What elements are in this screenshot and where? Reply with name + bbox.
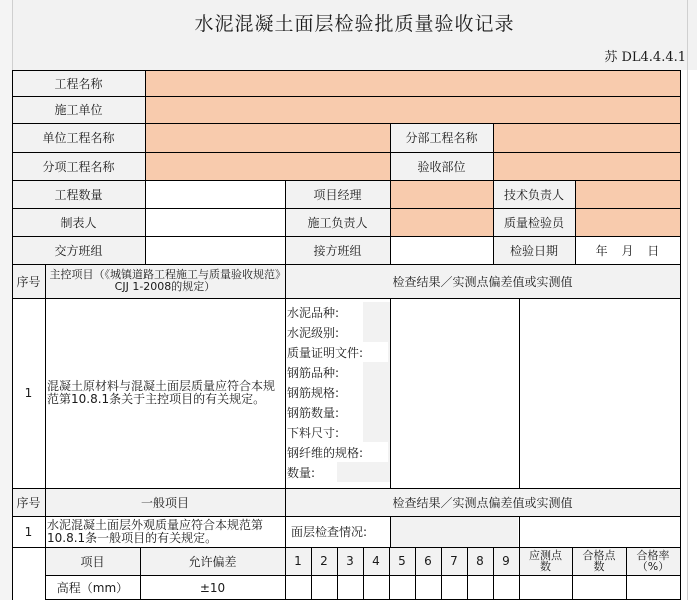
check-field-value[interactable]: [363, 422, 390, 442]
measure-point-header: 6: [415, 547, 441, 575]
general-description: 水泥混凝土面层外观质量应符合本规范第10.8.1条一般项目的有关规定。: [47, 517, 264, 545]
check-field-value[interactable]: [363, 362, 390, 382]
measure-qualified-header: 合格点数: [572, 547, 626, 575]
check-field-label: 水泥品种:: [287, 305, 340, 320]
field-technical-lead[interactable]: [575, 180, 680, 208]
measure-point-header: 9: [493, 547, 519, 575]
field-quantity[interactable]: [145, 180, 285, 208]
check-field-value[interactable]: [388, 442, 390, 462]
check-field-label: 数量:: [287, 465, 316, 480]
field-construction-unit[interactable]: [145, 96, 680, 123]
measure-point-header: 1: [285, 547, 311, 575]
general-result-header: 检查结果／实测点偏差值或实测值: [285, 488, 680, 516]
label-handover-team: 交方班组: [12, 236, 145, 264]
field-project-manager[interactable]: [390, 180, 493, 208]
measure-tolerance-header: 允许偏差: [140, 547, 285, 575]
label-quantity: 工程数量: [12, 180, 145, 208]
measure-point-value[interactable]: [285, 575, 311, 600]
check-field-label: 下料尺寸:: [287, 425, 340, 440]
check-field-label: 钢筋规格:: [287, 385, 340, 400]
check-field-label: 水泥级别:: [287, 325, 340, 340]
measure-item-header: 项目: [45, 547, 140, 575]
field-quality-inspector[interactable]: [575, 208, 680, 236]
check-field-value[interactable]: [363, 402, 390, 422]
measure-point-value[interactable]: [389, 575, 415, 600]
label-technical-lead: 技术负责人: [493, 180, 575, 208]
field-acceptance-part[interactable]: [493, 152, 680, 180]
measure-point-header: 3: [337, 547, 363, 575]
main-seq: 1: [24, 386, 33, 400]
field-project-name[interactable]: [145, 70, 680, 96]
field-subitem-project-name[interactable]: [145, 152, 390, 180]
measure-passrate-header: 合格率（%）: [626, 547, 680, 575]
label-construction-unit: 施工单位: [12, 96, 145, 123]
label-subitem-project-name: 分项工程名称: [12, 152, 145, 180]
label-division-project-name: 分部工程名称: [390, 123, 493, 152]
measure-point-value[interactable]: [467, 575, 493, 600]
surface-check-field[interactable]: [390, 516, 518, 547]
field-preparer[interactable]: [145, 208, 285, 236]
general-item-header: 一般项目: [45, 488, 285, 516]
measure-point-header: 2: [311, 547, 337, 575]
field-division-project-name[interactable]: [493, 123, 680, 152]
label-takeover-team: 接方班组: [285, 236, 390, 264]
measure-point-header: 5: [389, 547, 415, 575]
label-project-manager: 项目经理: [285, 180, 390, 208]
field-takeover-team[interactable]: [390, 236, 493, 264]
measure-point-value[interactable]: [415, 575, 441, 600]
measure-point-value[interactable]: [311, 575, 337, 600]
field-inspection-date[interactable]: 年 月 日: [595, 243, 660, 258]
measure-point-value[interactable]: [441, 575, 467, 600]
main-seq-header: 序号: [12, 264, 45, 298]
label-quality-inspector: 质量检验员: [493, 208, 575, 236]
check-field-label: 钢筋品种:: [287, 365, 340, 380]
label-project-name: 工程名称: [12, 70, 145, 96]
measure-point-header: 7: [441, 547, 467, 575]
label-construction-lead: 施工负责人: [285, 208, 390, 236]
check-field-value[interactable]: [363, 302, 390, 322]
measure-row-tolerance: ±10: [199, 580, 226, 595]
check-field-value[interactable]: [388, 342, 390, 362]
check-field-value[interactable]: [363, 322, 390, 342]
field-handover-team[interactable]: [145, 236, 285, 264]
measure-point-header: 8: [467, 547, 493, 575]
label-unit-project-name: 单位工程名称: [12, 123, 145, 152]
sheet-left-gutter: [0, 0, 12, 600]
check-field-label: 钢纤维的规格:: [287, 445, 364, 460]
surface-check-label: 面层检查情况:: [291, 525, 368, 539]
label-inspection-date: 检验日期: [493, 236, 575, 264]
measure-point-value[interactable]: [493, 575, 519, 600]
field-unit-project-name[interactable]: [145, 123, 390, 152]
measure-point-value[interactable]: [363, 575, 389, 600]
general-seq-header: 序号: [12, 488, 45, 516]
label-preparer: 制表人: [12, 208, 145, 236]
check-field-value[interactable]: [337, 462, 390, 482]
form-code: 苏 DL4.4.4.1: [604, 49, 686, 65]
check-field-label: 质量证明文件:: [287, 345, 364, 360]
measure-should-header: 应测点数: [519, 547, 572, 575]
measure-row-item: 高程（mm）: [56, 581, 129, 595]
main-item-header: 主控项目（《城镇道路工程施工与质量验收规范》CJJ 1-2008的规定）: [45, 264, 285, 298]
main-description: 混凝土原材料与混凝土面层质量应符合本规范第10.8.1条关于主控项目的有关规定。: [47, 379, 276, 406]
check-field-value[interactable]: [363, 382, 390, 402]
measure-point-value[interactable]: [337, 575, 363, 600]
check-field-label: 钢筋数量:: [287, 405, 340, 420]
measure-point-header: 4: [363, 547, 389, 575]
form-title: 水泥混凝土面层检验批质量验收记录: [194, 12, 515, 35]
field-construction-lead[interactable]: [390, 208, 493, 236]
main-result-header: 检查结果／实测点偏差值或实测值: [285, 264, 680, 298]
general-seq: 1: [24, 524, 33, 539]
label-acceptance-part: 验收部位: [390, 152, 493, 180]
